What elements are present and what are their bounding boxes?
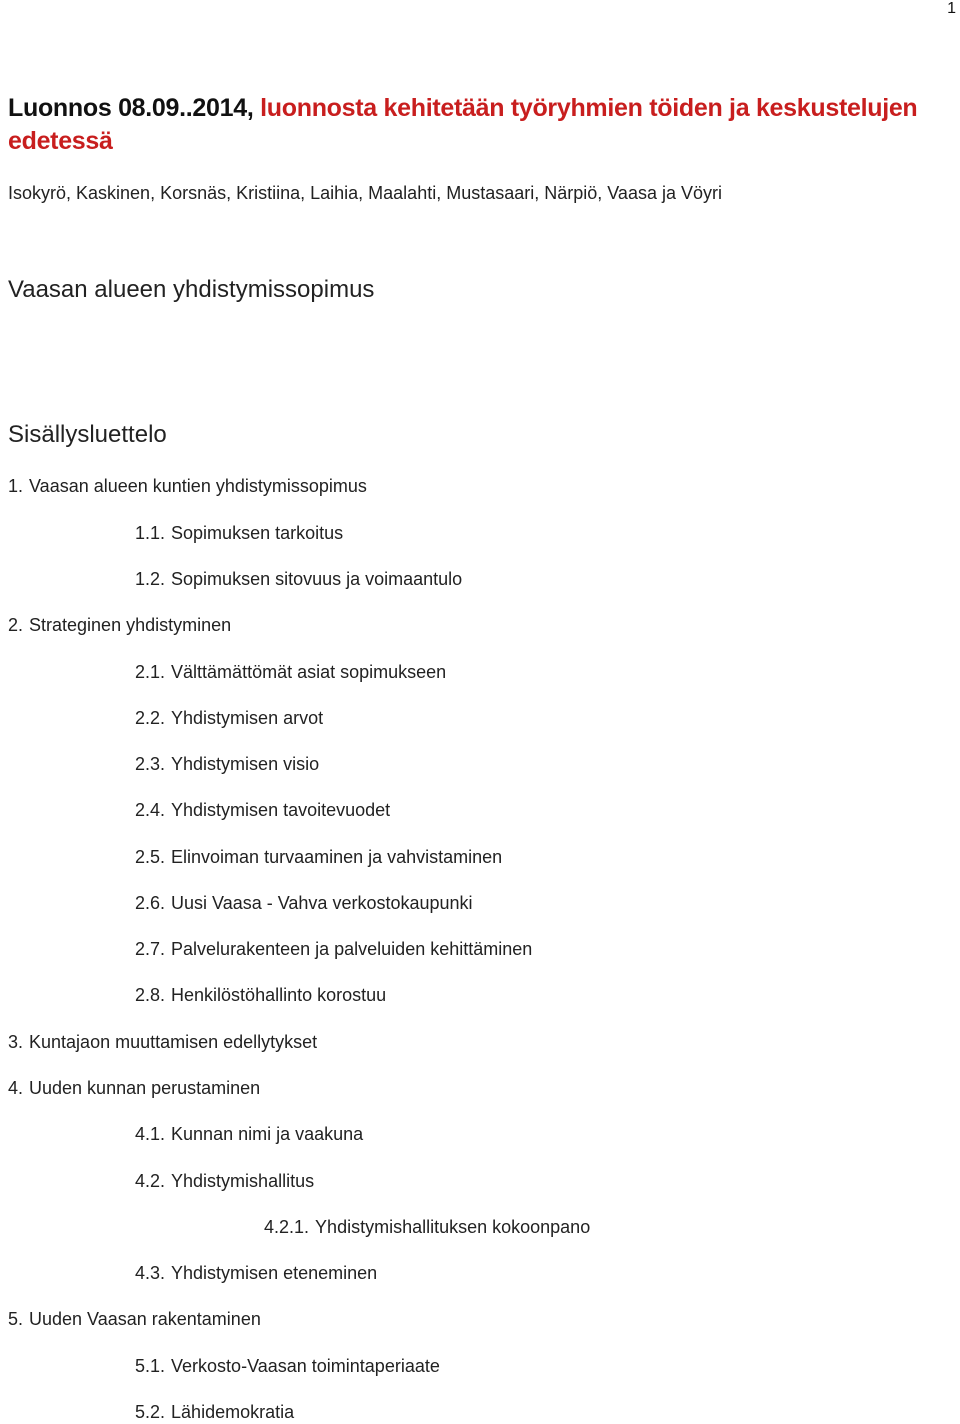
toc-item-4-2-1[interactable]: 4.2.1. Yhdistymishallituksen kokoonpano	[264, 1217, 591, 1237]
toc-item-2-3[interactable]: 2.3. Yhdistymisen visio	[135, 754, 320, 774]
toc-heading: Sisällysluettelo	[8, 421, 167, 448]
toc-item-2-5[interactable]: 2.5. Elinvoiman turvaaminen ja vahvistaminen	[135, 847, 503, 867]
draft-date: Luonnos 08.09..2014,	[8, 94, 261, 122]
toc-item-4-3[interactable]: 4.3. Yhdistymisen eteneminen	[135, 1263, 378, 1283]
toc-item-5[interactable]: 5. Uuden Vaasan rakentaminen	[8, 1309, 261, 1329]
toc-item-4-2[interactable]: 4.2. Yhdistymishallitus	[135, 1171, 315, 1191]
toc-item-1-2[interactable]: 1.2. Sopimuksen sitovuus ja voimaantulo	[135, 569, 463, 589]
toc-item-2-2[interactable]: 2.2. Yhdistymisen arvot	[135, 708, 324, 728]
toc-item-2-4[interactable]: 2.4. Yhdistymisen tavoitevuodet	[135, 800, 391, 820]
toc-item-5-2[interactable]: 5.2. Lähidemokratia	[135, 1402, 295, 1422]
toc-item-2-7[interactable]: 2.7. Palvelurakenteen ja palveluiden kehittäminen	[135, 939, 533, 959]
toc-item-5-1[interactable]: 5.1. Verkosto-Vaasan toimintaperiaate	[135, 1356, 440, 1376]
municipalities-list: Isokyrö, Kaskinen, Korsnäs, Kristiina, Laihia, Maalahti, Mustasaari, Närpiö, Vaasa ja Vöyri	[8, 183, 722, 203]
draft-note: luonnosta kehitetään työryhmien töiden ja keskustelujen edetessä	[8, 94, 918, 155]
document-title: Vaasan alueen yhdistymissopimus	[8, 276, 375, 303]
toc-item-4-1[interactable]: 4.1. Kunnan nimi ja vaakuna	[135, 1124, 364, 1144]
toc-item-1-1[interactable]: 1.1. Sopimuksen tarkoitus	[135, 523, 344, 543]
toc-item-2-8[interactable]: 2.8. Henkilöstöhallinto korostuu	[135, 985, 387, 1005]
draft-title	[8, 92, 938, 158]
toc-item-2-1[interactable]: 2.1. Välttämättömät asiat sopimukseen	[135, 662, 447, 682]
toc-item-3[interactable]: 3. Kuntajaon muuttamisen edellytykset	[8, 1032, 318, 1052]
toc-item-4[interactable]: 4. Uuden kunnan perustaminen	[8, 1078, 261, 1098]
page-number: 1	[947, 0, 956, 17]
toc-item-1[interactable]: 1. Vaasan alueen kuntien yhdistymissopimus	[8, 476, 367, 496]
toc-item-2[interactable]: 2. Strateginen yhdistyminen	[8, 615, 232, 635]
toc-item-2-6[interactable]: 2.6. Uusi Vaasa - Vahva verkostokaupunki	[135, 893, 473, 913]
